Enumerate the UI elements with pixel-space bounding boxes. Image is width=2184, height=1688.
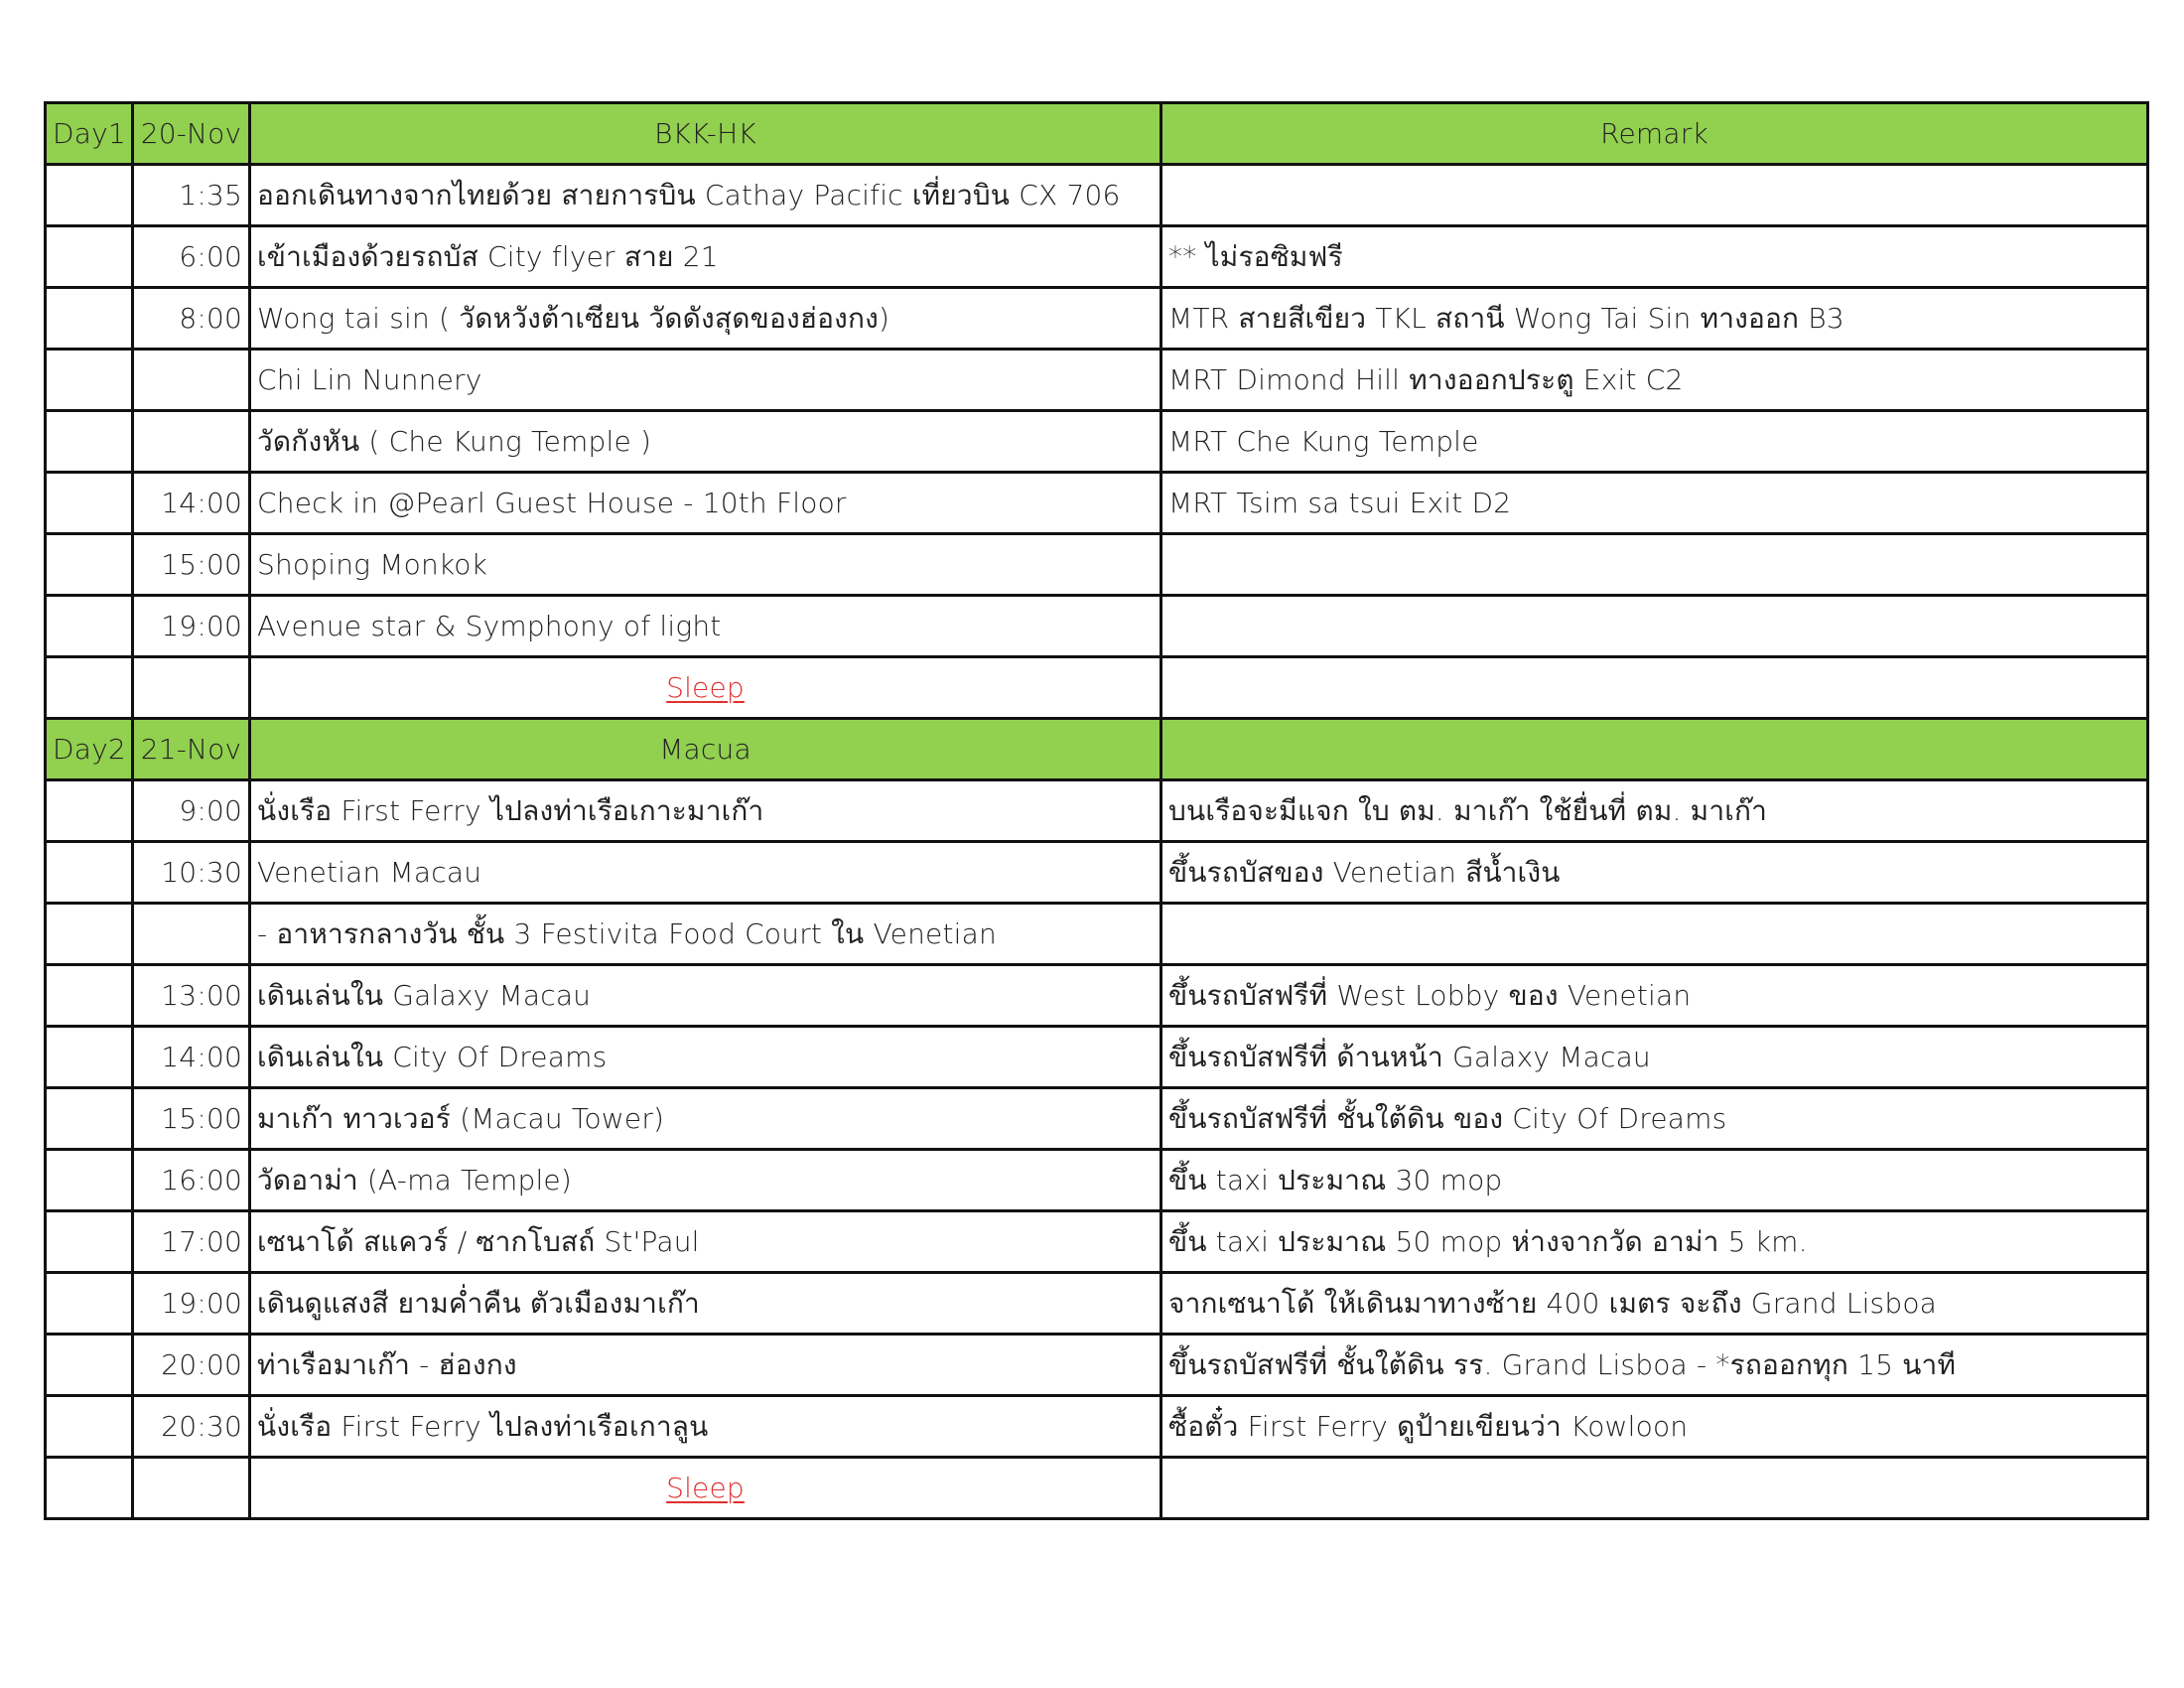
time-cell bbox=[133, 411, 250, 473]
table-row bbox=[46, 226, 2148, 288]
time-cell: 16:00 bbox=[133, 1150, 250, 1211]
remark-cell: ขึ้น taxi ประมาณ 50 mop ห่างจากวัด อาม่า 5 km. bbox=[1161, 1211, 2148, 1273]
day-cell-empty bbox=[46, 534, 133, 596]
day-cell-empty bbox=[46, 1088, 133, 1150]
activity-cell: - อาหารกลางวัน ชั้น 3 Festivita Food Court ใน Venetian bbox=[250, 904, 1161, 965]
time-cell: 20:00 bbox=[133, 1335, 250, 1396]
remark-cell bbox=[1161, 596, 2148, 657]
time-cell bbox=[133, 350, 250, 411]
remark-cell bbox=[1161, 657, 2148, 719]
time-cell: 14:00 bbox=[133, 1027, 250, 1088]
table-row bbox=[46, 1335, 2148, 1396]
remark-cell: ซื้อตั๋ว First Ferry ดูป้ายเขียนว่า Kowloon bbox=[1161, 1396, 2148, 1458]
remark-cell: ** ไม่รอซิมฟรี bbox=[1161, 226, 2148, 288]
day-cell-empty bbox=[46, 965, 133, 1027]
remark-cell: MRT Dimond Hill ทางออกประตู Exit C2 bbox=[1161, 350, 2148, 411]
table-row bbox=[46, 1396, 2148, 1458]
time-cell: 14:00 bbox=[133, 473, 250, 534]
activity-cell: นั่งเรือ First Ferry ไปลงท่าเรือเกาลูน bbox=[250, 1396, 1161, 1458]
table-row bbox=[46, 1088, 2148, 1150]
activity-cell: Chi Lin Nunnery bbox=[250, 350, 1161, 411]
table-row bbox=[46, 1211, 2148, 1273]
time-cell: 9:00 bbox=[133, 780, 250, 842]
time-cell: 15:00 bbox=[133, 1088, 250, 1150]
table-row bbox=[46, 965, 2148, 1027]
table-row bbox=[46, 1273, 2148, 1335]
time-cell: 6:00 bbox=[133, 226, 250, 288]
remark-cell: MTR สายสีเขียว TKL สถานี Wong Tai Sin ทางออก B3 bbox=[1161, 288, 2148, 350]
date-label: 21-Nov bbox=[133, 719, 250, 780]
day-cell-empty bbox=[46, 1211, 133, 1273]
remark-header bbox=[1161, 719, 2148, 780]
table-row bbox=[46, 780, 2148, 842]
route-title: Macua bbox=[250, 719, 1161, 780]
day-label: Day2 bbox=[46, 719, 133, 780]
activity-cell: เดินเล่นใน Galaxy Macau bbox=[250, 965, 1161, 1027]
time-cell: 8:00 bbox=[133, 288, 250, 350]
day-cell-empty bbox=[46, 1335, 133, 1396]
activity-cell: เดินเล่นใน City Of Dreams bbox=[250, 1027, 1161, 1088]
activity-cell: Venetian Macau bbox=[250, 842, 1161, 904]
sleep-link[interactable]: Sleep bbox=[666, 670, 745, 704]
remark-cell: ขึ้นรถบัสของ Venetian สีน้ำเงิน bbox=[1161, 842, 2148, 904]
activity-cell: Avenue star & Symphony of light bbox=[250, 596, 1161, 657]
table-row bbox=[46, 904, 2148, 965]
time-cell: 15:00 bbox=[133, 534, 250, 596]
day-cell-empty bbox=[46, 657, 133, 719]
day1-header-row bbox=[46, 103, 2148, 165]
itinerary-table bbox=[44, 101, 2149, 1520]
remark-cell: ขึ้นรถบัสฟรีที่ West Lobby ของ Venetian bbox=[1161, 965, 2148, 1027]
remark-cell: จากเซนาโด้ ให้เดินมาทางซ้าย 400 เมตร จะถึง Grand Lisboa bbox=[1161, 1273, 2148, 1335]
time-cell: 19:00 bbox=[133, 1273, 250, 1335]
day-cell-empty bbox=[46, 165, 133, 226]
remark-cell: ขึ้นรถบัสฟรีที่ ด้านหน้า Galaxy Macau bbox=[1161, 1027, 2148, 1088]
route-title: BKK-HK bbox=[250, 103, 1161, 165]
time-cell: 13:00 bbox=[133, 965, 250, 1027]
sleep-cell bbox=[250, 1458, 1161, 1519]
day-label: Day1 bbox=[46, 103, 133, 165]
day-cell-empty bbox=[46, 1027, 133, 1088]
itinerary-sheet bbox=[44, 101, 2146, 1520]
day-cell-empty bbox=[46, 596, 133, 657]
itinerary-body bbox=[46, 103, 2148, 1519]
remark-cell: ขึ้นรถบัสฟรีที่ ชั้นใต้ดิน ของ City Of Dreams bbox=[1161, 1088, 2148, 1150]
time-cell bbox=[133, 657, 250, 719]
table-row bbox=[46, 842, 2148, 904]
activity-cell: Check in @Pearl Guest House - 10th Floor bbox=[250, 473, 1161, 534]
time-cell: 10:30 bbox=[133, 842, 250, 904]
activity-cell: มาเก๊า ทาวเวอร์ (Macau Tower) bbox=[250, 1088, 1161, 1150]
remark-cell: ขึ้นรถบัสฟรีที่ ชั้นใต้ดิน รร. Grand Lisboa - *รถออกทุก 15 นาที bbox=[1161, 1335, 2148, 1396]
table-row bbox=[46, 288, 2148, 350]
table-row bbox=[46, 165, 2148, 226]
remark-cell bbox=[1161, 1458, 2148, 1519]
table-row bbox=[46, 473, 2148, 534]
day-cell-empty bbox=[46, 1396, 133, 1458]
day2-sleep-row bbox=[46, 1458, 2148, 1519]
time-cell bbox=[133, 1458, 250, 1519]
remark-header: Remark bbox=[1161, 103, 2148, 165]
date-label: 20-Nov bbox=[133, 103, 250, 165]
day-cell-empty bbox=[46, 411, 133, 473]
day-cell-empty bbox=[46, 904, 133, 965]
activity-cell: Shoping Monkok bbox=[250, 534, 1161, 596]
activity-cell: นั่งเรือ First Ferry ไปลงท่าเรือเกาะมาเก๊า bbox=[250, 780, 1161, 842]
day-cell-empty bbox=[46, 780, 133, 842]
activity-cell: เซนาโด้ สแควร์ / ซากโบสถ์ St'Paul bbox=[250, 1211, 1161, 1273]
remark-cell bbox=[1161, 904, 2148, 965]
day1-sleep-row bbox=[46, 657, 2148, 719]
time-cell: 1:35 bbox=[133, 165, 250, 226]
day-cell-empty bbox=[46, 226, 133, 288]
time-cell: 20:30 bbox=[133, 1396, 250, 1458]
day-cell-empty bbox=[46, 1458, 133, 1519]
day2-header-row bbox=[46, 719, 2148, 780]
table-row bbox=[46, 350, 2148, 411]
day-cell-empty bbox=[46, 1150, 133, 1211]
day-cell-empty bbox=[46, 288, 133, 350]
table-row bbox=[46, 1027, 2148, 1088]
table-row bbox=[46, 534, 2148, 596]
time-cell: 17:00 bbox=[133, 1211, 250, 1273]
remark-cell: MRT Tsim sa tsui Exit D2 bbox=[1161, 473, 2148, 534]
time-cell bbox=[133, 904, 250, 965]
time-cell: 19:00 bbox=[133, 596, 250, 657]
remark-cell: ขึ้น taxi ประมาณ 30 mop bbox=[1161, 1150, 2148, 1211]
remark-cell: MRT Che Kung Temple bbox=[1161, 411, 2148, 473]
day-cell-empty bbox=[46, 350, 133, 411]
day-cell-empty bbox=[46, 842, 133, 904]
table-row bbox=[46, 596, 2148, 657]
activity-cell: ออกเดินทางจากไทยด้วย สายการบิน Cathay Pacific เที่ยวบิน CX 706 bbox=[250, 165, 1161, 226]
activity-cell: ท่าเรือมาเก๊า - ฮ่องกง bbox=[250, 1335, 1161, 1396]
sleep-cell bbox=[250, 657, 1161, 719]
table-row bbox=[46, 1150, 2148, 1211]
activity-cell: วัดกังหัน ( Che Kung Temple ) bbox=[250, 411, 1161, 473]
activity-cell: เดินดูแสงสี ยามค่ำคืน ตัวเมืองมาเก๊า bbox=[250, 1273, 1161, 1335]
day-cell-empty bbox=[46, 1273, 133, 1335]
day-cell-empty bbox=[46, 473, 133, 534]
activity-cell: เข้าเมืองด้วยรถบัส City flyer สาย 21 bbox=[250, 226, 1161, 288]
table-row bbox=[46, 411, 2148, 473]
remark-cell bbox=[1161, 165, 2148, 226]
activity-cell: Wong tai sin ( วัดหวังต้าเซียน วัดดังสุดของฮ่องกง) bbox=[250, 288, 1161, 350]
remark-cell bbox=[1161, 534, 2148, 596]
sleep-link[interactable]: Sleep bbox=[666, 1471, 745, 1504]
remark-cell: บนเรือจะมีแจก ใบ ตม. มาเก๊า ใช้ยื่นที่ ตม. มาเก๊า bbox=[1161, 780, 2148, 842]
activity-cell: วัดอาม่า (A-ma Temple) bbox=[250, 1150, 1161, 1211]
